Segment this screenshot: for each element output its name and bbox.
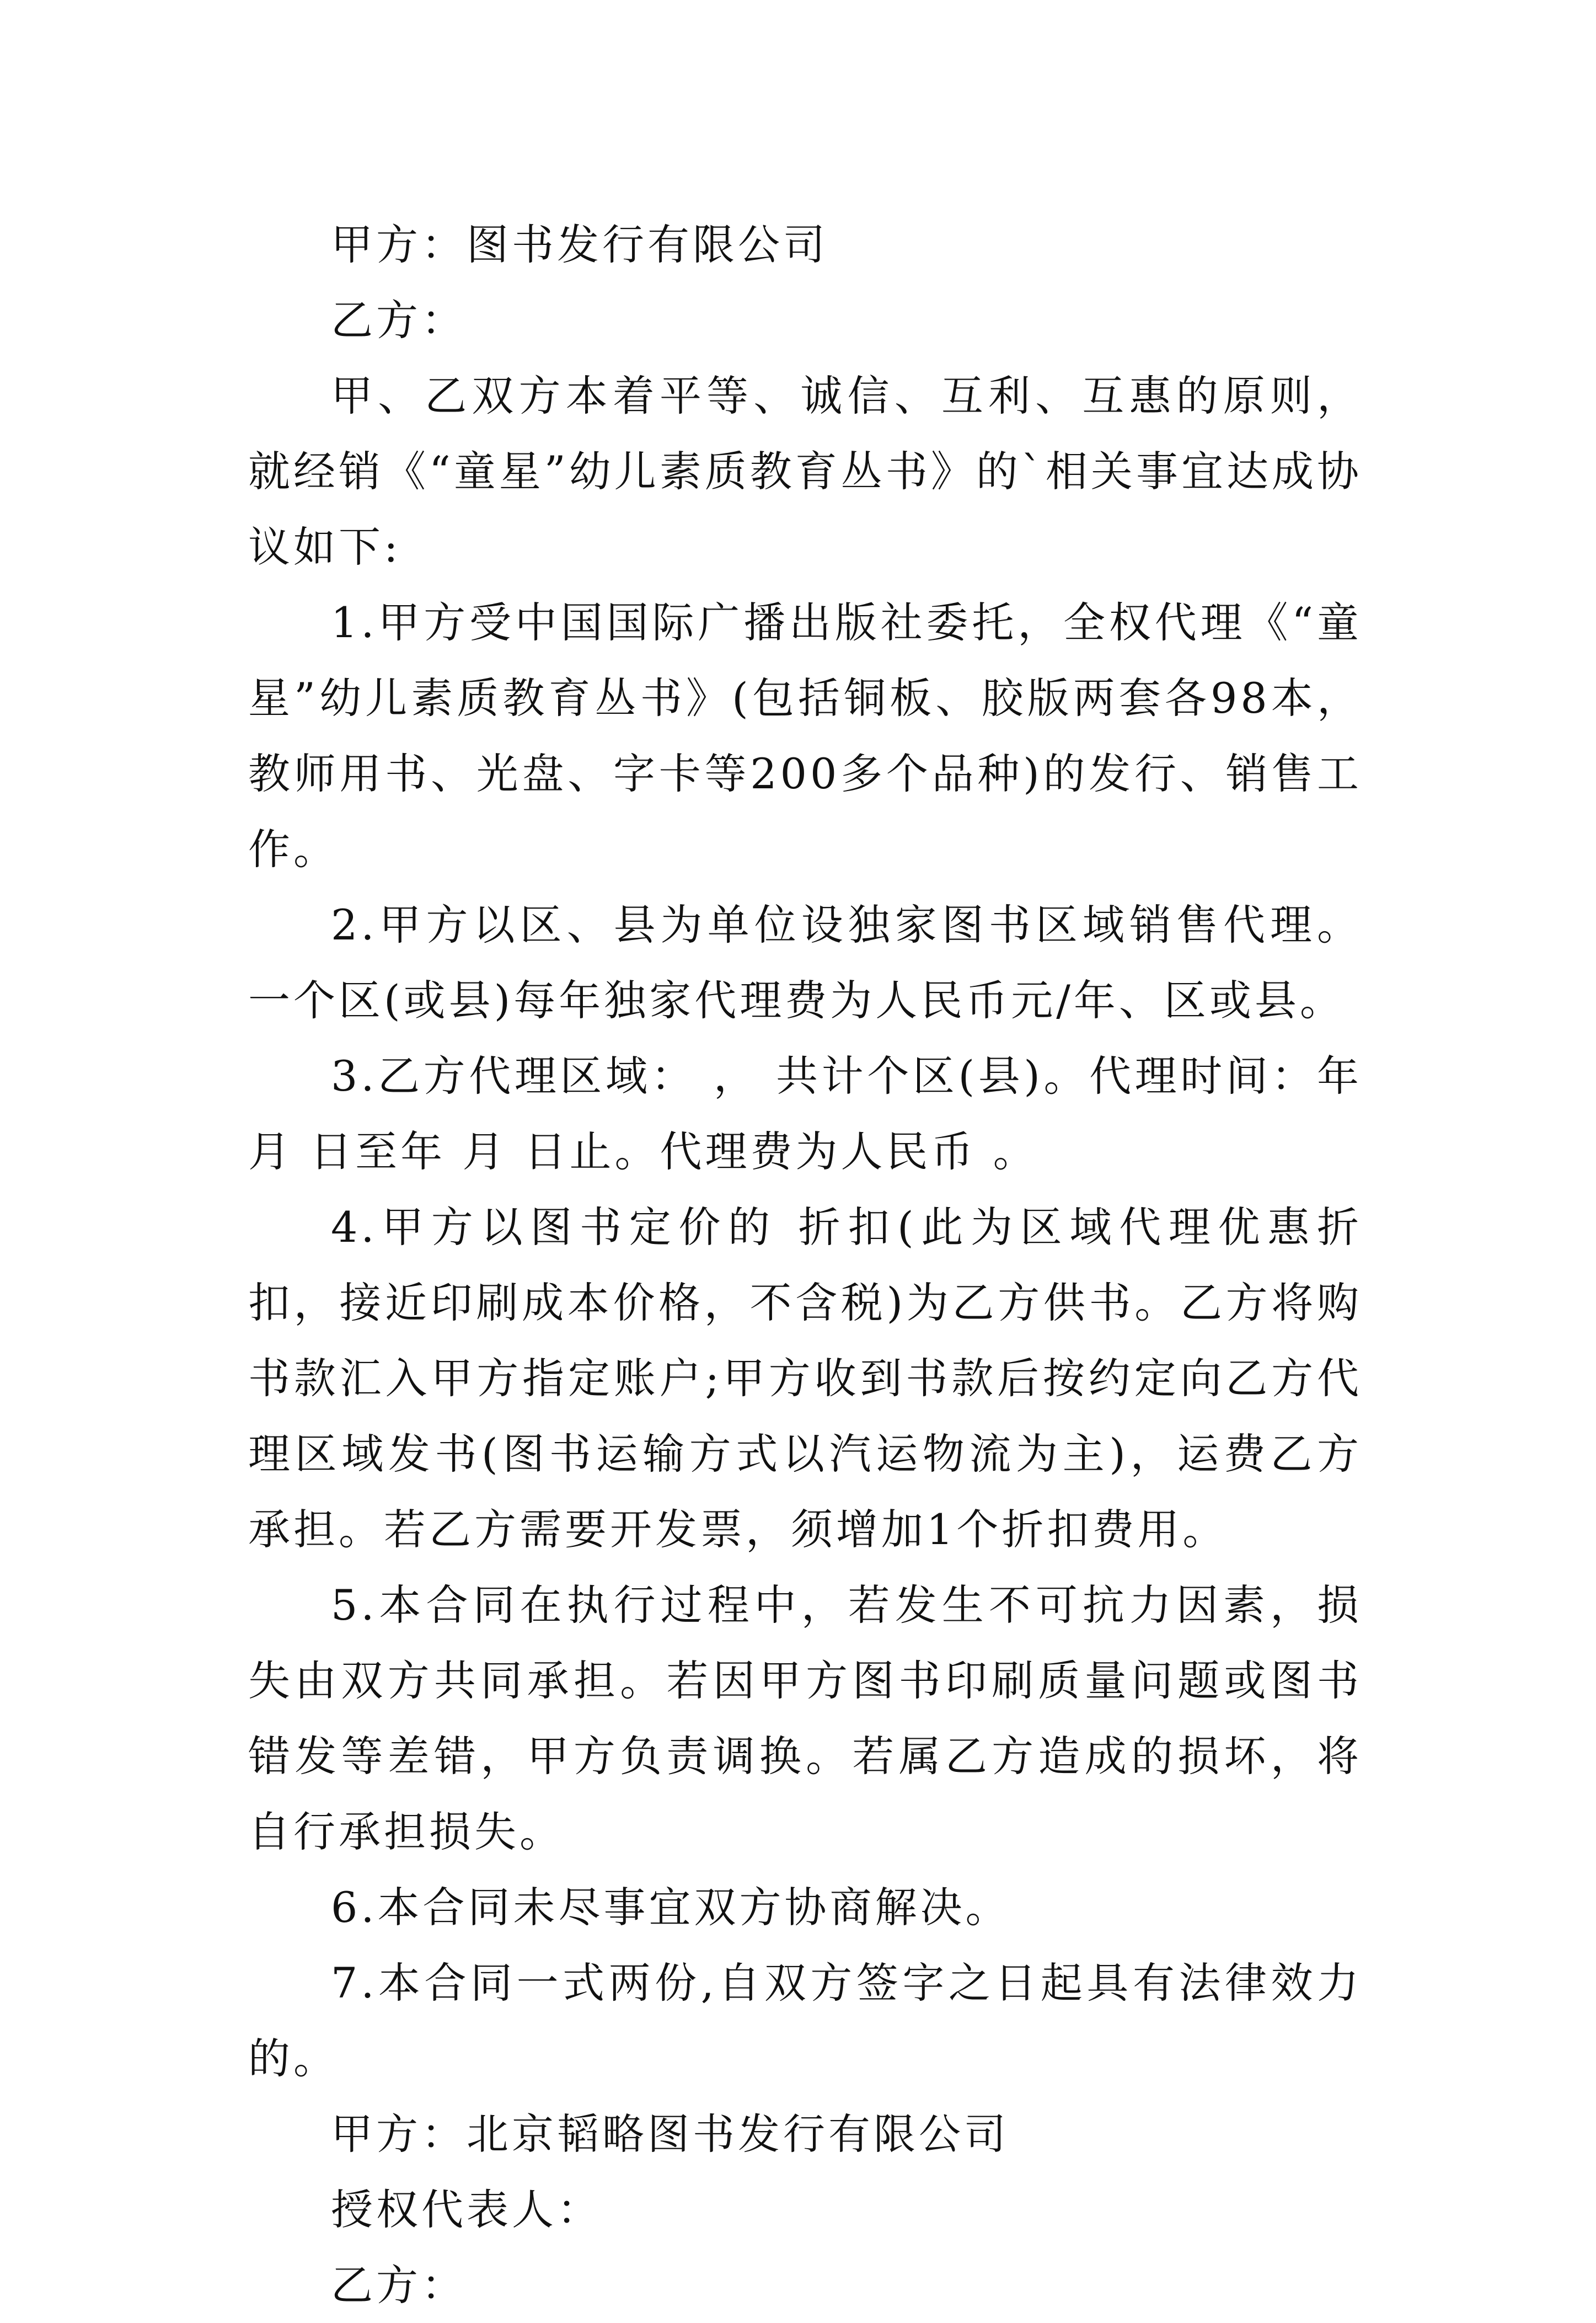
signature-representative: 授权代表人： [331, 2185, 602, 2234]
document-body [248, 207, 1362, 2323]
clause-7: 7.本合同一式两份,自双方签字之日起具有法律效力的。 [248, 1958, 1362, 2083]
clause-6: 6.本合同未尽事宜双方协商解决。 [331, 1883, 1011, 1932]
signature-party-b: 乙方： [331, 2261, 467, 2310]
clause-4: 4.甲方以图书定价的 折扣(此为区域代理优惠折扣，接近印刷成本价格，不含税)为乙方供书。乙方将购书款汇入甲方指定账户;甲方收到书款后按约定向乙方代理区域发书(图书运输方式以汽运物流为主)，运费乙方承担。若乙方需要开发票，须增加1个折扣费用。 [248, 1203, 1362, 1554]
party-b-header: 乙方： [331, 296, 467, 345]
clause-1: 1.甲方受中国国际广播出版社委托，全权代理《“童星”幼儿素质教育丛书》(包括铜板、胶版两套各98本，教师用书、光盘、字卡等200多个品种)的发行、销售工作。 [248, 598, 1362, 874]
clause-3: 3.乙方代理区域： ， 共计个区(县)。代理时间：年 月 日至年 月 日止。代理费为人民币 。 [248, 1051, 1362, 1176]
signature-party-a: 甲方：北京韬略图书发行有限公司 [331, 2110, 1009, 2159]
clause-5: 5.本合同在执行过程中，若发生不可抗力因素，损失由双方共同承担。若因甲方图书印刷质量问题或图书错发等差错，甲方负责调换。若属乙方造成的损坏，将自行承担损失。 [248, 1580, 1362, 1856]
intro-paragraph: 甲、乙双方本着平等、诚信、互利、互惠的原则，就经销《“童星”幼儿素质教育丛书》的`相关事宜达成协议如下: [248, 371, 1362, 572]
party-a-header: 甲方：图书发行有限公司 [331, 220, 828, 269]
clause-2: 2.甲方以区、县为单位设独家图书区域销售代理。一个区(或县)每年独家代理费为人民币元/年、区或县。 [248, 900, 1362, 1025]
